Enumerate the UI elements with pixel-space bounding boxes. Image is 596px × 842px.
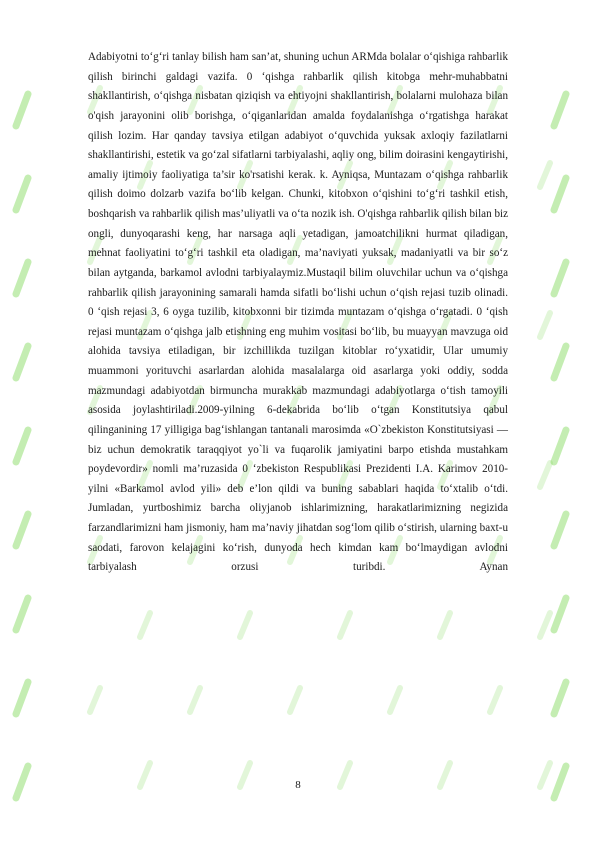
watermark-stroke — [540, 613, 550, 637]
watermark-stroke — [554, 682, 566, 714]
watermark-stroke — [554, 346, 566, 378]
watermark-stroke — [16, 682, 28, 714]
watermark-stroke — [540, 163, 550, 187]
watermark-stroke — [16, 94, 28, 126]
watermark-stroke — [16, 346, 28, 378]
watermark-stroke — [16, 262, 28, 294]
watermark-stroke — [90, 688, 100, 712]
watermark-stroke — [554, 178, 566, 210]
watermark-stroke — [490, 688, 500, 712]
watermark-stroke — [16, 514, 28, 546]
watermark-stroke — [16, 178, 28, 210]
watermark-stroke — [340, 613, 350, 637]
watermark-stroke — [554, 598, 566, 630]
watermark-stroke — [390, 688, 400, 712]
watermark-stroke — [190, 688, 200, 712]
watermark-stroke — [16, 598, 28, 630]
watermark-stroke — [540, 313, 550, 337]
watermark-stroke — [554, 262, 566, 294]
watermark-stroke — [554, 430, 566, 462]
watermark-stroke — [540, 463, 550, 487]
watermark-stroke — [554, 514, 566, 546]
watermark-stroke — [554, 94, 566, 126]
watermark-stroke — [440, 613, 450, 637]
watermark-stroke — [140, 613, 150, 637]
watermark-stroke — [290, 688, 300, 712]
watermark-stroke — [16, 430, 28, 462]
watermark-stroke — [240, 613, 250, 637]
document-page — [88, 48, 508, 578]
page-number: 8 — [295, 779, 301, 791]
body-paragraph: Adabiyotni to‘g‘ri tanlay bilish ham san’at, shuning uchun ARMda bolalar o‘qishiga rahbarlik qilish birinchi galdagi vazifa. 0 ‘qishga rahbarlik qilish kitobga mehr-muhabbatni shakllantirish, o‘qishga nisbatan qiziqish va ehtiyojni shakllantirish, bolalarni mulohaza bilan o'qish jarayonini olib borishga, o‘qiganlaridan amalda foydalanishga o‘rgatishga harakat qilish lozim. Har qanday tavsiya etilgan adabiyot o‘quvchida yuksak axloqiy fazilatlarni shakllantirishi, estetik va go‘zal sifatlarni tarbiyalashi, aqliy ong, bilim doirasini kengaytirishi, amaliy ijtimoiy faoliyatiga ta’sir ko'rsatishi kerak. k. Ayniqsa, Muntazam o‘qishga rahbarlik qilish doimo dolzarb vazifa bo‘lib kelgan. Chunki, kitobxon o‘qishini to‘g‘ri tashkil etish, boshqarish va rahbarlik qilish mas’uliyatli va o‘ta nozik ish. O'qishga rahbarlik qilish bilan biz ongli, dunyoqarashi keng, har narsaga aqli yetadigan, jamoatchilikni hurmat qiladigan, mehnat faoliyatini to‘g‘ri tashkil eta oladigan, ma’naviyati yuksak, madaniyatli va bir so‘z bilan aytganda, barkamol avlodni tarbiyalaymiz.Mustaqil bilim oluvchilar uchun va o‘qishga rahbarlik qilish jarayonining samarali hamda sifatli bo‘lishi uchun o‘qish rejasi tuzib olinadi. 0 ‘qish rejasi 3, 6 oyga tuzilib, kitobxonni bir tizimda muntazam o‘qishga o‘rgatadi. 0 ‘qish rejasi muntazam o‘qishga jalb etishning eng muhim vositasi bo‘lib, bu muayyan mavzuga oid alohida tavsiya etiladigan, bir izchillikda tuzilgan kitoblar ro‘yxatidir, Ular umumiy muammoni yorituvchi asarlardan alohida masalalarga oid asarlarga yoki oddiy, sodda mazmundagi adabiyotdan birmuncha murakkab mazmundagi adabiyotlarga o‘tish tamoyili asosida joylashtiriladi.2009-yilning 6-dekabrida bo‘lib o‘tgan Konstitutsiya qabul qilinganining 17 yilligiga bag‘ishlangan tantanali marosimda «O`zbekiston Konstitutsiyasi — biz uchun demokratik taraqqiyot yo`li va fuqarolik jamiyatini barpo etishda mustahkam poydevordir» nomli ma’ruzasida 0 ‘zbekiston Respublikasi Prezidenti I.A. Karimov 2010-yilni «Barkamol avlod yili» deb e’lon qildi va buning sabablari haqida to‘xtalib o‘tdi. Jumladan, yurtboshimiz barcha oliyjanob ishlarimizning, harakatlarimizning negizida farzandlarimizni ham jismoniy, ham ma’naviy jihatdan sog‘lom qilib o‘stirish, ularning baxt-u saodati, farovon kelajagini ko‘rish, dunyoda hech kimdan kam bo‘lmaydigan avlodni tarbiyalash orzusi turibdi. Aynan — [88, 51, 508, 574]
